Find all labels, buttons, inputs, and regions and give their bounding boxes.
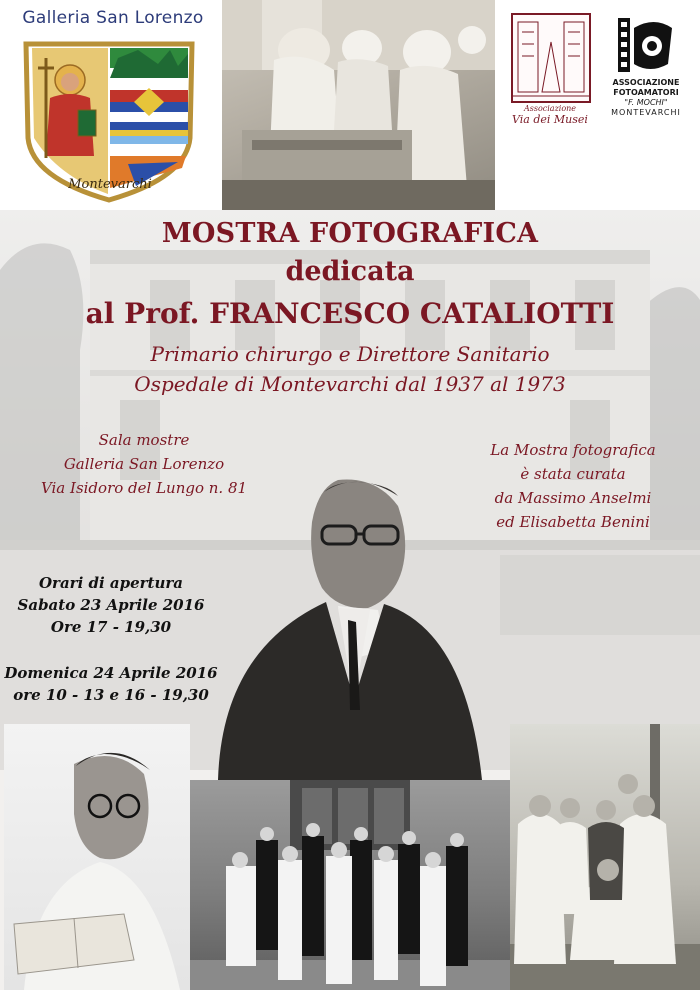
musei-name: Via dei Musei — [512, 113, 588, 126]
saturday-date: Sabato 23 Aprile 2016 — [17, 596, 205, 614]
sunday-date: Domenica 24 Aprile 2016 — [4, 664, 218, 682]
venue-line-2: Galleria San Lorenzo — [63, 455, 225, 473]
title-line-2: dedicata — [285, 256, 415, 287]
curators-line-2: è stata curata — [520, 465, 626, 483]
sunday-time: ore 10 - 13 e 16 - 19,30 — [13, 686, 209, 704]
photo-reading-man — [4, 724, 190, 990]
subtitle-line-1: Primario chirurgo e Direttore Sanitario — [150, 342, 550, 366]
photo-staff-group — [190, 780, 510, 990]
opening-hours-sunday — [0, 662, 222, 706]
saturday-time: Ore 17 - 19,30 — [50, 618, 172, 636]
surgery-photo — [222, 0, 495, 210]
curators-line-1: La Mostra fotografica — [490, 441, 656, 459]
foto-line-2: FOTOAMATORI — [613, 88, 679, 97]
photo-doctors-group — [510, 724, 700, 990]
crest-caption: Montevarchi — [68, 177, 152, 192]
foto-line-3: "F. MOCHI" — [624, 98, 668, 107]
title-line-1: MOSTRA FOTOGRAFICA — [161, 218, 539, 249]
gallery-title: Galleria San Lorenzo — [22, 8, 204, 28]
crest-logo — [18, 38, 200, 203]
subtitle-line-2: Ospedale di Montevarchi dal 1937 al 1973 — [134, 372, 566, 396]
portrait-francesco-cataliotti — [198, 470, 498, 780]
venue-line-3: Via Isidoro del Lungo n. 81 — [40, 479, 248, 497]
curators-line-3: da Massimo Anselmi — [494, 489, 652, 507]
film-camera-icon — [614, 14, 676, 76]
musei-small-label: Associazione — [523, 104, 577, 113]
opening-hours-saturday — [0, 572, 222, 638]
curators-line-4: ed Elisabetta Benini — [496, 513, 650, 531]
foto-line-1: ASSOCIAZIONE — [612, 78, 680, 87]
foto-line-4: MONTEVARCHI — [611, 108, 681, 117]
fotoamatori-label — [600, 78, 692, 118]
venue-line-1: Sala mostre — [98, 431, 190, 449]
opening-hours-heading: Orari di apertura — [38, 574, 184, 592]
title-line-3: al Prof. FRANCESCO CATALIOTTI — [85, 297, 615, 330]
via-dei-musei-label — [500, 104, 600, 126]
